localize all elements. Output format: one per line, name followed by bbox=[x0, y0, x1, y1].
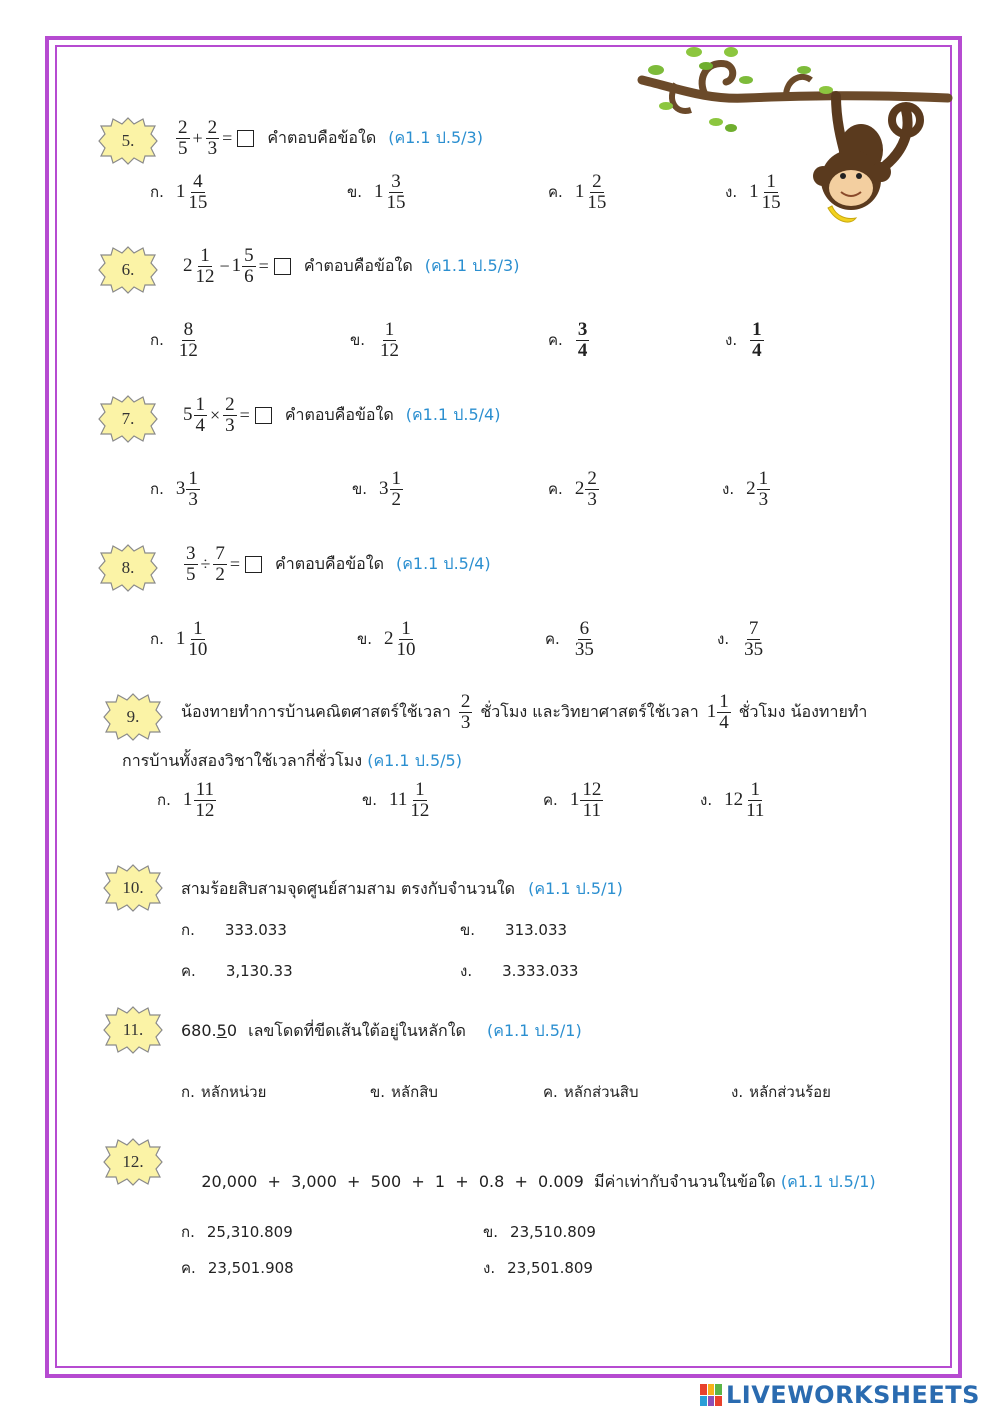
answer-box bbox=[274, 258, 291, 275]
fraction: $\frac{2}{3}$ bbox=[460, 691, 471, 733]
option-d[interactable]: ง. 12 $\frac{1}{11}$ bbox=[700, 779, 765, 821]
option-a[interactable]: ก. 1 $\frac{11}{12}$ bbox=[157, 779, 215, 821]
monkey-illustration bbox=[636, 40, 956, 240]
question-number: 8. bbox=[121, 558, 135, 577]
option-d[interactable]: ง. $\frac{7}{35}$ bbox=[717, 618, 764, 660]
fraction: $\frac{5}{6}$ bbox=[244, 245, 254, 287]
logo-text: LIVEWORKSHEETS bbox=[726, 1381, 980, 1409]
curriculum-ref: (ค1.1 ป.5/4) bbox=[395, 553, 491, 573]
fraction: $\frac{1}{4}$ bbox=[719, 691, 729, 733]
curriculum-ref: (ค1.1 ป.5/1) bbox=[528, 879, 623, 898]
option-a[interactable]: ก. หลักหน่วย bbox=[181, 1083, 267, 1101]
question-number: 10. bbox=[122, 878, 144, 897]
fraction: $\frac{2}{5}$ bbox=[178, 117, 188, 159]
option-d[interactable]: ง. 23,501.809 bbox=[483, 1259, 593, 1277]
option-c[interactable]: ค. 3,130.33 bbox=[181, 962, 293, 980]
question-number-badge bbox=[100, 863, 166, 913]
option-d[interactable]: ง. 1 $\frac{1}{15}$ bbox=[725, 171, 781, 213]
fraction: $\frac{3}{5}$ bbox=[186, 543, 196, 585]
question-number: 11. bbox=[122, 1020, 144, 1039]
question-number-badge bbox=[100, 1137, 166, 1187]
answer-box bbox=[255, 407, 272, 424]
logo-mark-icon bbox=[700, 1384, 722, 1406]
fraction: $\frac{2}{3}$ bbox=[207, 117, 218, 159]
question-number-badge bbox=[95, 116, 161, 166]
curriculum-ref: (ค1.1 ป.5/3) bbox=[424, 255, 520, 275]
question-text: การบ้านทั้งสองวิชาใช้เวลากี่ชั่วโมง bbox=[122, 751, 363, 770]
option-c[interactable]: ค. 1 $\frac{12}{11}$ bbox=[543, 779, 602, 821]
curriculum-ref: (ค1.1 ป.5/1) bbox=[487, 1021, 582, 1040]
option-c[interactable]: ค. 2 $\frac{2}{3}$ bbox=[548, 468, 597, 510]
curriculum-ref: (ค1.1 ป.5/5) bbox=[367, 751, 462, 770]
question-number-badge bbox=[100, 692, 166, 742]
option-a[interactable]: ก. 1 $\frac{1}{10}$ bbox=[150, 618, 208, 660]
curriculum-ref: (ค1.1 ป.5/4) bbox=[405, 404, 501, 424]
question-number: 7. bbox=[121, 409, 135, 428]
question-number-badge bbox=[100, 1005, 166, 1055]
question-number: 12. bbox=[122, 1152, 144, 1171]
question-number-badge bbox=[95, 543, 161, 593]
option-d[interactable]: ง. หลักส่วนร้อย bbox=[731, 1083, 831, 1101]
option-b[interactable]: ข. 2 $\frac{1}{10}$ bbox=[357, 618, 416, 660]
question-text: สามร้อยสิบสามจุดศูนย์สามสาม ตรงกับจำนวนใด bbox=[181, 879, 516, 898]
option-d[interactable]: ง. 2 $\frac{1}{3}$ bbox=[722, 468, 769, 510]
fraction: $\frac{2}{3}$ bbox=[225, 394, 235, 436]
question-text: ชั่วโมง น้องทายทำ bbox=[738, 701, 868, 721]
question-number-badge bbox=[95, 394, 161, 444]
option-c[interactable]: ค. 23,501.908 bbox=[181, 1259, 294, 1277]
option-c[interactable]: ค. $\frac{3}{4}$ bbox=[548, 319, 588, 361]
option-a[interactable]: ก. 3 $\frac{1}{3}$ bbox=[150, 468, 198, 510]
option-d[interactable]: ง. 3.333.033 bbox=[460, 962, 579, 980]
question-number-badge bbox=[95, 245, 161, 295]
answer-box bbox=[237, 130, 254, 147]
question-number: 6. bbox=[121, 260, 135, 279]
question-text: 20,000 + 3,000 + 500 + 1 + 0.8 + 0.009 มีค่าเท่ากับจำนวนในข้อใด bbox=[201, 1172, 776, 1191]
question-text: น้องทายทำการบ้านคณิตศาสตร์ใช้เวลา bbox=[181, 701, 451, 721]
answer-box bbox=[245, 556, 262, 573]
question-text: เลขโดดที่ขีดเส้นใต้อยู่ในหลักใด bbox=[248, 1021, 466, 1040]
fraction: $\frac{1}{4}$ bbox=[195, 394, 205, 436]
question-prompt: คำตอบคือข้อใด bbox=[303, 255, 413, 275]
option-b[interactable]: ข. 313.033 bbox=[460, 921, 568, 939]
underlined-digit: 5 bbox=[216, 1021, 227, 1040]
option-b[interactable]: ข. หลักสิบ bbox=[370, 1083, 438, 1101]
question-number: 5. bbox=[121, 131, 135, 150]
option-b[interactable]: ข. 1 $\frac{3}{15}$ bbox=[347, 171, 406, 213]
option-b[interactable]: ข. 23,510.809 bbox=[483, 1223, 596, 1241]
question-text: ชั่วโมง และวิทยาศาสตร์ใช้เวลา bbox=[480, 701, 699, 721]
question-prompt: คำตอบคือข้อใด bbox=[267, 127, 377, 147]
option-c[interactable]: ค. หลักส่วนสิบ bbox=[543, 1083, 639, 1101]
option-c[interactable]: ค. 1 $\frac{2}{15}$ bbox=[548, 171, 607, 213]
curriculum-ref: (ค1.1 ป.5/3) bbox=[388, 127, 483, 147]
question-number-value: 680.50 bbox=[181, 1021, 237, 1040]
option-c[interactable]: ค. $\frac{6}{35}$ bbox=[545, 618, 594, 660]
question-number: 9. bbox=[126, 707, 140, 726]
question-prompt: คำตอบคือข้อใด bbox=[284, 404, 394, 424]
option-a[interactable]: ก. 25,310.809 bbox=[181, 1223, 293, 1241]
fraction: $\frac{7}{2}$ bbox=[215, 543, 225, 585]
option-d[interactable]: ง. $\frac{1}{4}$ bbox=[725, 319, 762, 361]
liveworksheets-logo[interactable] bbox=[700, 1380, 996, 1410]
fraction: $\frac{1}{12}$ bbox=[195, 245, 215, 287]
curriculum-ref: (ค1.1 ป.5/1) bbox=[780, 1172, 876, 1191]
option-b[interactable]: ข. 3 $\frac{1}{2}$ bbox=[352, 468, 402, 510]
question-prompt: คำตอบคือข้อใด bbox=[275, 553, 384, 573]
option-a[interactable]: ก. $\frac{8}{12}$ bbox=[150, 319, 198, 361]
option-a[interactable]: ก. 1 $\frac{4}{15}$ bbox=[150, 171, 208, 213]
option-b[interactable]: ข. 11 $\frac{1}{12}$ bbox=[362, 779, 430, 821]
option-b[interactable]: ข. $\frac{1}{12}$ bbox=[350, 319, 400, 361]
option-a[interactable]: ก. 333.033 bbox=[181, 921, 287, 939]
